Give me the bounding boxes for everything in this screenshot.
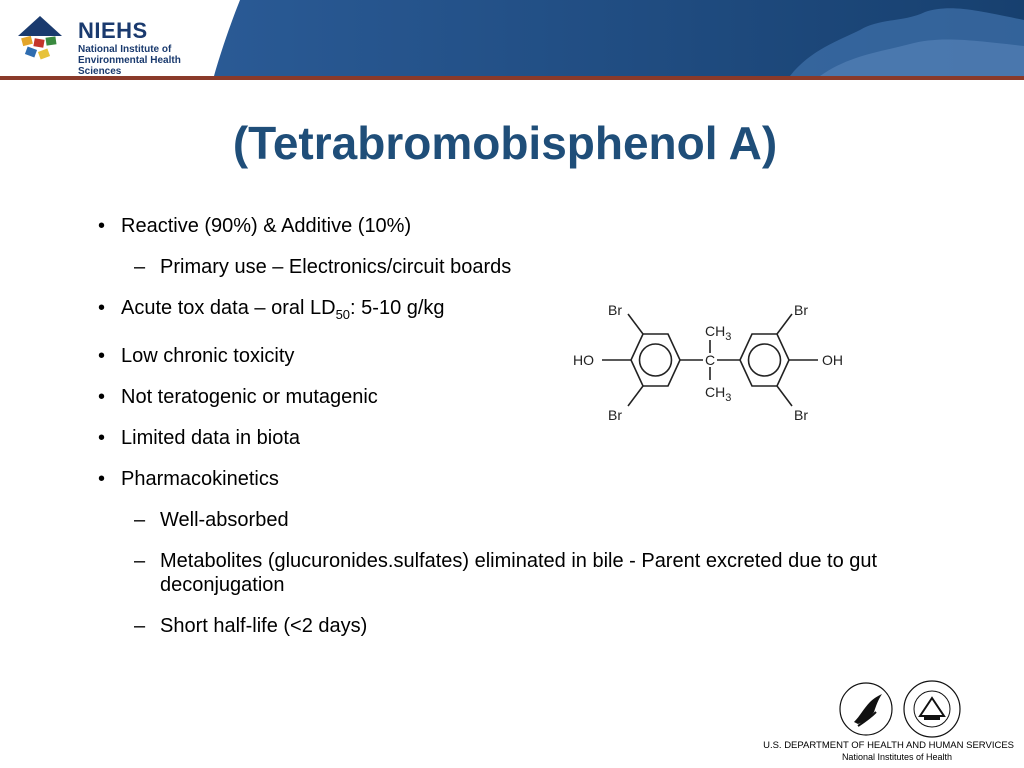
hhs-seal-icon [840,683,892,735]
br-top-left-label: Br [608,302,622,318]
logo-acronym: NIEHS [78,18,148,43]
ch3-bottom-label [705,384,731,404]
bullet-list [96,214,956,655]
logo-name-line1: National Institute of [78,44,172,55]
nih-seal-icon [904,681,960,737]
sub-bullet-item: – Primary use – Electronics/circuit boards [96,255,956,279]
br-bottom-left-label: Br [608,407,622,423]
bullet-text: Acute tox data – oral LD [121,297,336,319]
slide-header [0,0,1024,80]
ch3-top-label [705,323,731,343]
ch3-bottom-base: CH [705,384,726,400]
br-top-right-label: Br [794,302,808,318]
br-bottom-right-label: Br [794,407,808,423]
bullet-text: : 5-10 g/kg [350,297,445,319]
bond-br-top-right [777,314,792,334]
sub-bullet-item: – Metabolites (glucuronides.sulfates) eliminated in bile - Parent excreted due to gut deconjugation [96,549,920,597]
ho-label: HO [573,352,594,368]
tbbpa-structure-diagram [560,290,860,430]
oh-label: OH [822,352,843,368]
left-benzene-ring [631,334,680,386]
ch3-bottom-sub: 3 [725,392,732,404]
ch3-top-sub: 3 [725,331,732,343]
bond-br-bottom-left [628,386,643,406]
logo-name-line2: Environmental Health Sciences [78,55,181,77]
bullet-item: • Low chronic toxicity [96,344,956,368]
bullet-item: • Not teratogenic or mutagenic [96,385,956,409]
slide-title: (Tetrabromobisphenol A) [232,117,778,169]
central-carbon-label: C [705,352,716,368]
niehs-emblem-icon [12,10,68,66]
bond-br-bottom-right [777,386,792,406]
sub-bullet-item: – Well-absorbed [96,508,956,532]
bond-br-top-left [628,314,643,334]
ch3-top-base: CH [705,323,726,339]
right-ring-aromatic-circle [749,344,781,376]
bullet-item: • Reactive (90%) & Additive (10%) [96,214,956,238]
sub-bullet-item: – Short half-life (<2 days) [96,614,956,638]
footer-dept-label: U.S. DEPARTMENT OF HEALTH AND HUMAN SERVICES [763,740,1014,751]
bullet-item: • Pharmacokinetics [96,467,956,491]
footer-seals [836,676,966,744]
bullet-item: • Limited data in biota [96,426,956,450]
bullet-subscript: 50 [335,307,351,322]
footer-nih-label: National Institutes of Health [841,752,952,762]
right-benzene-ring [740,334,789,386]
niehs-logo[interactable] [12,8,212,77]
left-ring-aromatic-circle [640,344,672,376]
